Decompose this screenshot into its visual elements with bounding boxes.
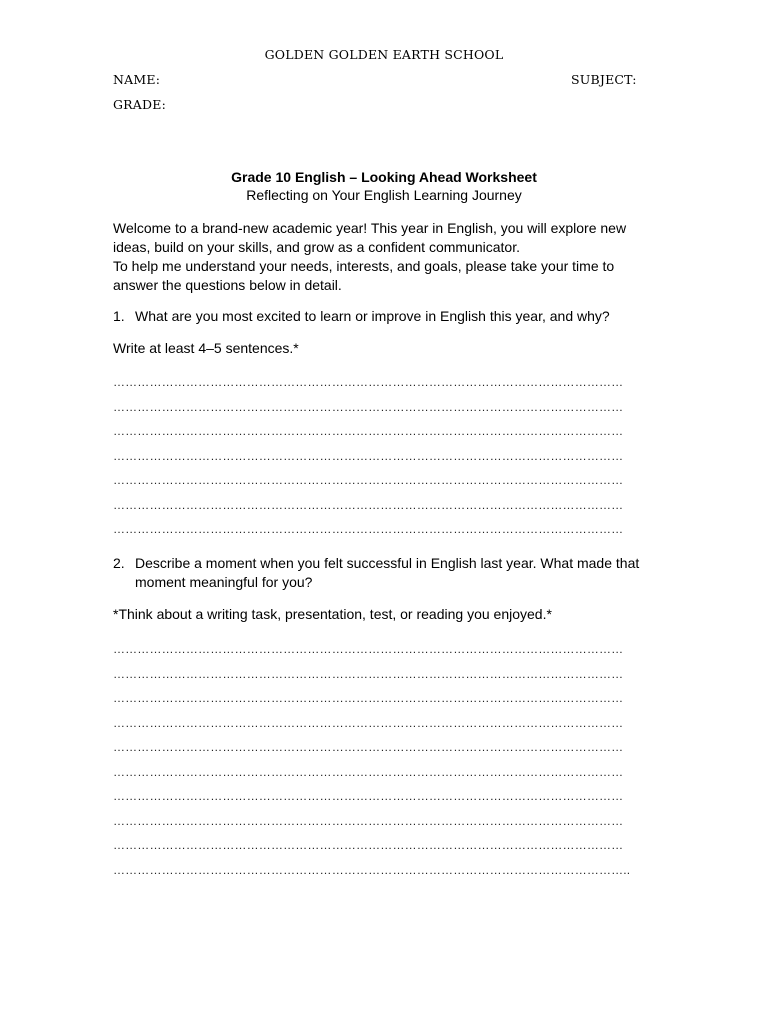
question-1-hint: Write at least 4–5 sentences.* [113, 340, 299, 356]
school-name: GOLDEN GOLDEN EARTH SCHOOL [264, 47, 504, 62]
intro-line: ideas, build on your skills, and grow as a confident communicator. [113, 239, 520, 255]
intro-line: Welcome to a brand-new academic year! This year in English, you will explore new [113, 220, 627, 236]
answer-line[interactable]: ……………………………………………………………………………………………………………… [113, 399, 624, 414]
question-text: Describe a moment when you felt successful in English last year. What made that moment meaningful for you? [135, 555, 640, 590]
answer-line[interactable]: ……………………………………………………………………………………………………………… [113, 813, 624, 828]
worksheet-subtitle: Reflecting on Your English Learning Journey [246, 187, 522, 203]
question-2-hint: *Think about a writing task, presentation, test, or reading you enjoyed.* [113, 606, 552, 622]
answer-line[interactable]: ……………………………………………………………………………………………………………… [113, 838, 624, 852]
name-label: NAME: [113, 72, 161, 87]
answer-line[interactable]: ……………………………………………………………………………………………………………… [113, 764, 624, 779]
question-number: 2. [113, 555, 125, 571]
answer-line[interactable]: ……………………………………………………………………………………………………………… [113, 666, 624, 681]
answer-line[interactable]: ……………………………………………………………………………………………………………… [113, 497, 624, 512]
answer-line[interactable]: ……………………………………………………………………………………………………………… [113, 473, 624, 487]
intro-paragraph [113, 219, 658, 295]
answer-line[interactable]: ……………………………………………………………………………………………………………… [113, 424, 624, 438]
answer-line[interactable]: ……………………………………………………………………………………………………………… [113, 740, 624, 754]
intro-line: answer the questions below in detail. [113, 277, 342, 293]
answer-line[interactable]: ……………………………………………………………………………………………………………… [113, 375, 624, 389]
answer-line[interactable]: ……………………………………………………………………………………………………………… [113, 448, 624, 463]
answer-area-2[interactable] [113, 637, 653, 882]
answer-line[interactable]: ……………………………………………………………………………………………………………… [113, 642, 624, 656]
answer-line[interactable]: ……………………………………………………………………………………………………………… [113, 789, 624, 803]
answer-line[interactable]: ……………………………………………………………………………………………………………… [113, 522, 624, 536]
grade-label: GRADE: [113, 97, 166, 112]
answer-line[interactable]: ……………………………………………………………………………………………………………… [113, 715, 624, 730]
intro-line: To help me understand your needs, interests, and goals, please take your time to [113, 258, 615, 274]
worksheet-title: Grade 10 English – Looking Ahead Worksheet [231, 169, 537, 185]
answer-area-1[interactable] [113, 370, 653, 542]
question-text: What are you most excited to learn or improve in English this year, and why? [135, 308, 610, 324]
answer-line[interactable]: ……………………………………………………………………………………………………………… [113, 691, 624, 705]
question-number: 1. [113, 308, 125, 324]
subject-label: SUBJECT: [571, 72, 637, 87]
answer-line[interactable]: ……………………………………………………………………………………………………………….. [113, 862, 631, 877]
